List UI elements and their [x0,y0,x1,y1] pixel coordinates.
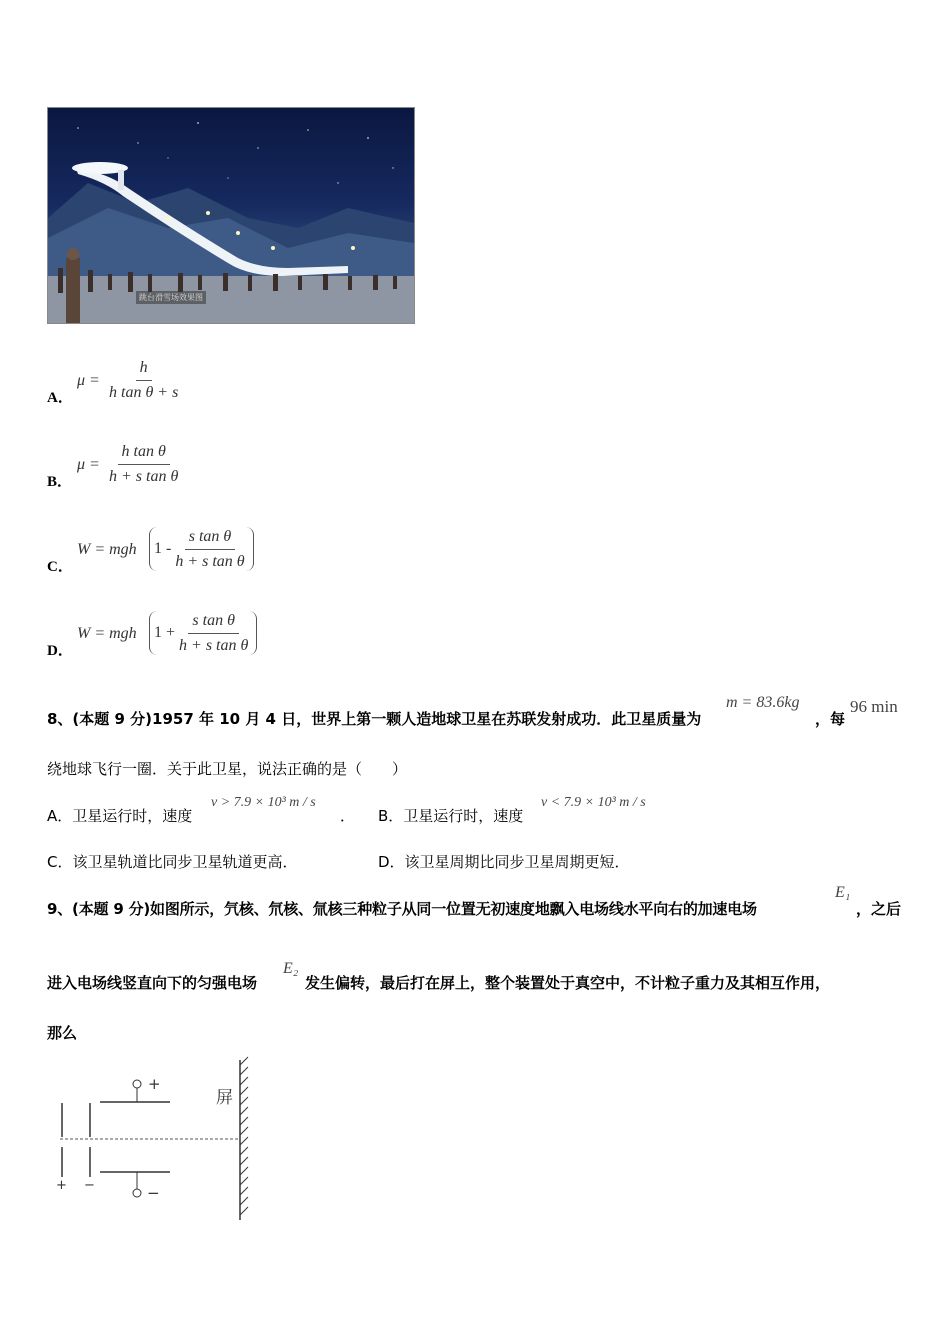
ski-jump-illustration [48,108,414,323]
screen-label: 屏 [216,1088,233,1108]
q9-line1-end: ，之后 [856,900,902,918]
q8-option-b-text: B．卫星运行时，速度 [378,807,524,825]
option-c-fraction [171,527,248,572]
q9-line1: 9、(本题 9 分)如图所示，氕核、氘核、氚核三种粒子从同一位置无初速度地飘入电场线水平向右的加速电场 [47,900,757,918]
left-minus-sign: − [84,1178,95,1193]
option-b-denominator: h + s tan θ [109,468,179,485]
q8-option-d: D．该卫星周期比同步卫星周期更短． [378,853,630,871]
q8-line2: 绕地球飞行一圈．关于此卫星，说法正确的是（ ） [47,760,408,778]
option-d [47,609,367,665]
option-c-lead: 1 - [154,540,172,557]
top-plus-sign: + [148,1075,161,1093]
option-c-denominator: h + s tan θ [175,552,245,570]
q8-option-a-text: A．卫星运行时，速度 [47,807,193,825]
option-d-paren [149,611,257,655]
option-d-lhs: W = mgh [77,625,137,642]
option-c-numerator: s tan θ [185,527,236,550]
screen-hatching [240,1057,248,1215]
option-a [47,356,347,412]
option-b-label: B． [47,474,73,490]
terminal-bottom [133,1189,141,1197]
q8-option-a-math: v > 7.9 × 10³ m / s [211,795,316,810]
option-a-fraction [105,358,182,403]
ski-jump-photo [47,107,415,324]
option-b-lhs: μ = [77,456,100,473]
q8-each: ，每 [815,710,846,728]
q8-mass: m = 83.6kg [726,694,800,711]
option-d-fraction [175,611,252,656]
option-a-denominator: h tan θ + s [109,384,179,401]
option-c-label: C． [47,559,73,575]
q8-line1: 8、(本题 9 分)1957 年 10 月 4 日，世界上第一颗人造地球卫星在苏联发射成功．此卫星质量为 [47,710,702,728]
field-diagram-svg [50,1055,260,1225]
option-d-lead: 1 + [154,624,176,641]
photo-caption: 跳台滑雪场效果图 [136,291,206,304]
q8-option-c: C．该卫星轨道比同步卫星轨道更高． [47,853,298,871]
q9-line2: 进入电场线竖直向下的匀强电场 [47,974,258,992]
option-a-label: A． [47,390,73,406]
q9-line2-end: 发生偏转，最后打在屏上，整个装置处于真空中，不计粒子重力及其相互作用， [305,974,831,992]
q8-option-a-end: ． [340,807,356,825]
q9-e2: E₂ [283,960,299,977]
option-d-denominator: h + s tan θ [179,636,249,654]
option-b [47,440,347,496]
left-plus-sign: + [56,1178,67,1193]
option-c-lhs: W = mgh [77,541,137,558]
option-d-label: D． [47,643,73,659]
option-c [47,525,367,581]
q8-period: 96 min [850,697,898,716]
option-a-numerator: h [136,358,152,381]
option-b-fraction [105,442,182,487]
terminal-top [133,1080,141,1088]
q8-option-b-math: v < 7.9 × 10³ m / s [541,795,646,810]
option-d-numerator: s tan θ [188,611,239,634]
field-diagram [50,1055,260,1225]
option-c-paren [149,527,254,571]
option-b-numerator: h tan θ [118,442,170,465]
bottom-minus-sign: − [147,1184,160,1202]
option-a-lhs: μ = [77,372,100,389]
q9-e1: E₁ [835,884,851,901]
q9-line3: 那么 [47,1024,78,1042]
